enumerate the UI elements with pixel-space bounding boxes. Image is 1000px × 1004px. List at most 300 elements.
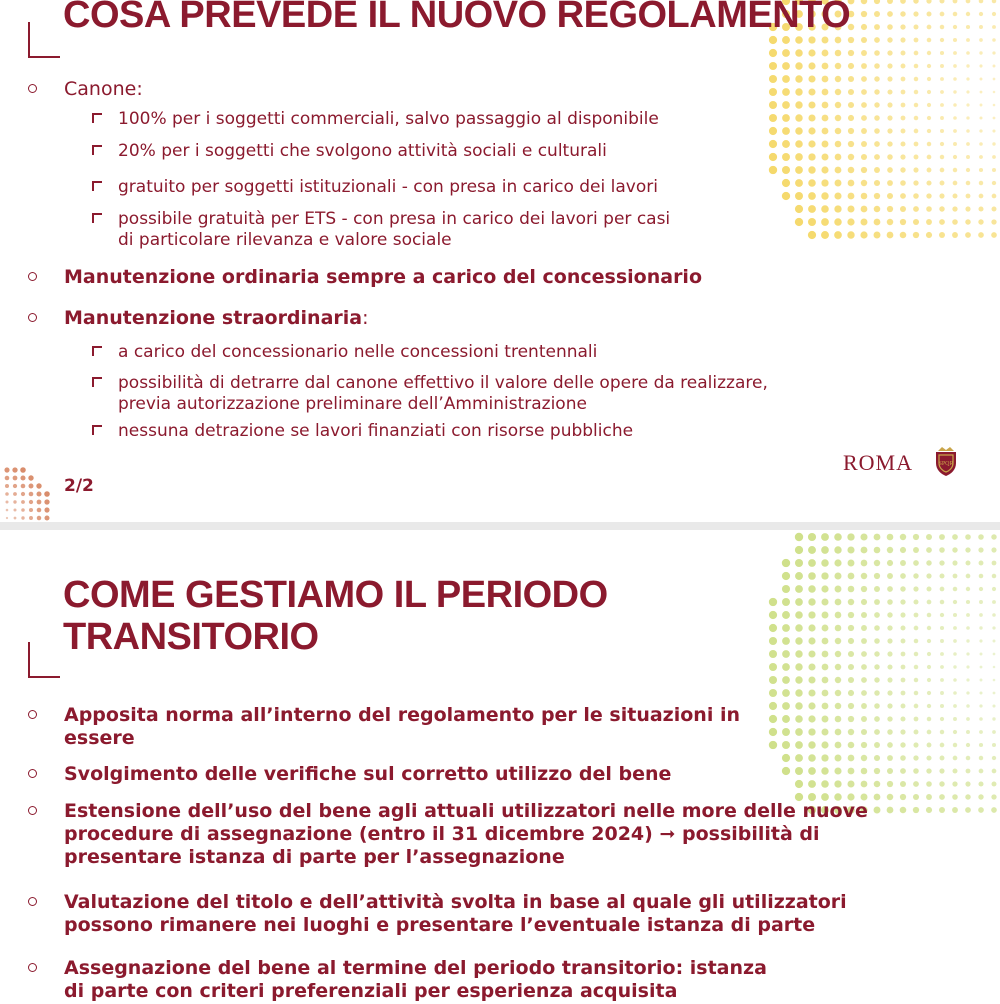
decorative-dot [848,141,854,147]
decorative-dot [927,652,931,656]
decorative-dot [900,794,906,800]
decorative-dot [847,205,854,212]
decorative-dot [808,650,815,657]
decorative-dot [992,155,996,159]
decorative-dot [847,231,854,238]
decorative-dot [808,637,815,644]
decorative-dot [966,574,971,579]
decorative-dot [940,116,944,120]
decorative-dot [914,64,919,69]
decorative-dot [887,742,893,748]
decorative-dot [822,128,829,135]
decorative-dot [848,63,854,69]
decorative-dot [979,600,983,604]
decorative-dot [926,755,931,760]
decorative-dot [808,231,816,239]
decorative-dot [887,0,893,4]
decorative-dot [901,77,906,82]
decorative-dot [848,729,854,735]
decorative-dot [914,155,919,160]
decorative-dot [861,781,868,788]
decorative-dot [900,742,905,747]
decorative-dot [913,206,919,212]
decorative-dot [993,692,996,695]
decorative-dot [795,676,802,683]
decorative-dot [887,63,892,68]
decorative-dot [834,205,841,212]
decorative-dot [782,572,790,580]
roma-logo-text: ROMA [843,450,914,475]
decorative-dot [927,155,932,160]
decorative-dot [939,232,945,238]
bullet-corner-icon [92,145,102,155]
decorative-dot [953,116,957,120]
decorative-dot [953,756,958,761]
decorative-dot [914,678,918,682]
decorative-dot [861,573,867,579]
decorative-dot [993,640,996,643]
decorative-dot [795,624,803,632]
decorative-dot [795,585,803,593]
decorative-dot [914,142,919,147]
decorative-dot [861,768,868,775]
decorative-dot [21,492,25,496]
decorative-dot [900,755,906,761]
decorative-dot [5,476,10,481]
bullet-circle-icon [28,897,37,906]
decorative-dot [953,678,957,682]
decorative-dot [940,129,944,133]
decorative-dot [795,62,802,69]
decorative-dot [861,206,868,213]
decorative-dot [913,573,918,578]
decorative-dot [822,625,829,632]
decorative-dot [992,769,997,774]
decorative-dot [887,534,894,541]
decorative-dot [926,232,932,238]
decorative-dot [861,742,867,748]
decorative-dot [992,574,997,579]
decorative-dot [821,559,828,566]
decorative-dot [29,484,34,489]
decorative-dot [913,794,919,800]
decorative-dot [927,77,931,81]
straordinaria-item: a carico del concessionario nelle concessioni trentennali [118,342,598,362]
decorative-dot [874,768,880,774]
decorative-dot [992,756,996,760]
decorative-dot [874,755,880,761]
decorative-dot [965,781,970,786]
decorative-dot [901,665,906,670]
decorative-dot [900,768,906,774]
decorative-dot [822,50,829,57]
decorative-dot [966,51,970,55]
decorative-dot [966,168,970,172]
decorative-dot [874,232,881,239]
decorative-dot [926,534,932,540]
decorative-dot [952,206,957,211]
decorative-dot [29,492,34,497]
decorative-dot [953,665,956,668]
decorative-dot [913,534,919,540]
decorative-dot [808,218,816,226]
decorative-dot [953,600,957,604]
decorative-dot [6,517,8,519]
decorative-dot [979,756,983,760]
decorative-dot [795,140,803,148]
bullet-circle-icon [28,769,37,778]
decorative-dot [861,0,867,4]
decorative-dot [939,193,944,198]
decorative-dot [940,717,944,721]
decorative-dot [861,76,867,82]
decorative-dot [900,141,905,146]
bullet-corner-icon [92,346,102,356]
decorative-dot [847,546,854,553]
decorative-dot [861,193,868,200]
decorative-dot [966,194,971,199]
decorative-dot [966,38,970,42]
decorative-dot [978,232,984,238]
decorative-dot [795,650,802,657]
decorative-dot [782,728,790,736]
decorative-dot [940,51,944,55]
decorative-dot [900,0,906,4]
decorative-dot [900,586,905,591]
canone-heading: Canone: [64,78,143,100]
decorative-dot [835,638,842,645]
decorative-dot [874,742,880,748]
decorative-dot [900,167,905,172]
decorative-dot [835,599,842,606]
decorative-dot [835,755,842,762]
decorative-dot [874,651,879,656]
decorative-dot [901,90,906,95]
decorative-dot [808,179,816,187]
bullet-corner-icon [92,113,102,123]
decorative-dot [861,599,867,605]
decorative-dot [966,142,970,146]
decorative-dot [795,218,803,226]
decorative-dot [782,62,790,70]
decorative-dot [848,768,855,775]
decorative-dot [900,219,906,225]
decorative-dot [900,807,907,814]
decorative-dot [953,168,957,172]
decorative-dot [992,561,997,566]
decorative-dot [808,754,816,762]
decorative-dot [940,665,944,669]
decorative-dot [992,626,995,629]
decorative-dot [900,729,905,734]
decorative-dot [966,626,970,630]
decorative-dot [992,782,997,787]
decorative-dot [861,612,867,618]
decorative-dot [835,115,841,121]
decorative-dot [795,88,802,95]
decorative-dot [966,678,969,681]
decorative-dot [979,743,983,747]
decorative-dot [782,559,790,567]
decorative-dot [795,546,803,554]
decorative-dot [900,612,905,617]
decorative-dot [940,25,945,30]
decorative-dot [848,193,855,200]
decorative-dot [808,62,815,69]
decorative-dot [5,500,8,503]
decorative-dot [795,663,802,670]
decorative-dot [782,598,790,606]
decorative-dot [769,728,777,736]
decorative-dot [795,702,803,710]
decorative-dot [13,484,17,488]
decorative-dot [979,116,982,119]
decorative-dot [992,129,995,132]
decorative-dot [953,730,957,734]
transitorio-item-continuation: essere [64,727,135,749]
decorative-dot [782,140,790,148]
decorative-dot [848,573,855,580]
decorative-dot [782,101,790,109]
decorative-dot [901,129,906,134]
decorative-dot [782,153,790,161]
decorative-dot [965,534,971,540]
decorative-dot [927,639,931,643]
decorative-dot [913,219,919,225]
decorative-dot [992,51,995,54]
decorative-dot [900,716,905,721]
decorative-dot [992,142,995,145]
decorative-dot [769,702,777,710]
decorative-dot [952,560,957,565]
decorative-dot [808,546,816,554]
decorative-dot [874,638,880,644]
decorative-dot [927,116,931,120]
decorative-dot [993,78,996,81]
decorative-dot [913,11,918,16]
decorative-dot [966,730,970,734]
decorative-dot [874,612,880,618]
decorative-dot [900,24,905,29]
decorative-dot [993,91,996,94]
decorative-dot [808,166,815,173]
decorative-dot [861,50,867,56]
decorative-dot [887,729,893,735]
decorative-dot [769,741,777,749]
decorative-dot [952,794,958,800]
decorative-dot [992,717,995,720]
decorative-dot [993,117,996,120]
decorative-dot [769,88,777,96]
decorative-dot [874,534,881,541]
decorative-dot [769,689,777,697]
decorative-dot [782,715,790,723]
decorative-dot [769,153,777,161]
transitorio-item: Estensione dell’uso del bene agli attuali utilizzatori nelle more delle nuove [64,800,868,822]
decorative-dot [782,702,790,710]
decorative-dot [808,88,815,95]
decorative-dot [782,49,790,57]
decorative-dot [966,704,970,708]
straordinaria-item: possibilità di detrarre dal canone effettivo il valore delle opere da realizzare, [118,373,768,393]
decorative-dot [808,676,815,683]
decorative-dot [835,167,842,174]
decorative-dot [13,508,16,511]
decorative-dot [939,219,945,225]
decorative-dot [927,717,931,721]
decorative-dot [769,75,777,83]
decorative-dot [927,12,932,17]
decorative-dot [927,64,931,68]
bullet-corner-icon [92,181,102,191]
decorative-dot [913,560,919,566]
decorative-dot [887,781,893,787]
decorative-dot [808,572,816,580]
decorative-dot [29,516,33,520]
decorative-dot [913,755,918,760]
decorative-dot [992,704,995,707]
decorative-dot [808,780,816,788]
decorative-dot [874,76,879,81]
decorative-dot [940,587,945,592]
decorative-dot [44,507,49,512]
decorative-dot [835,37,842,44]
decorative-dot [874,625,880,631]
decorative-dot [913,180,918,185]
decorative-dot [822,716,829,723]
decorative-dot [953,64,957,68]
decorative-dot [834,767,841,774]
decorative-dot [848,89,854,95]
decorative-dot [900,154,905,159]
decorative-dot [874,167,880,173]
decorative-dot [861,11,867,17]
decorative-dot [979,155,983,159]
decorative-dot [887,612,892,617]
decorative-dot [822,690,829,697]
decorative-dot [887,677,892,682]
decorative-dot [874,141,880,147]
decorative-dot [769,140,777,148]
straordinaria-item: nessuna detrazione se lavori finanziati con risorse pubbliche [118,421,634,441]
decorative-dot [900,560,906,566]
decorative-dot [821,166,828,173]
decorative-dot [926,560,931,565]
decorative-dot [979,194,984,199]
decorative-dot [887,102,892,107]
decorative-dot [769,663,777,671]
decorative-dot [940,181,945,186]
decorative-dot [808,598,815,605]
decorative-dot [978,206,983,211]
decorative-dot [992,613,996,617]
decorative-dot [927,129,931,133]
decorative-dot [848,742,855,749]
decorative-dot [979,639,982,642]
decorative-dot [966,12,970,16]
decorative-dot [782,88,790,96]
decorative-dot [914,626,919,631]
decorative-dot [874,703,880,709]
decorative-dot [874,729,880,735]
decorative-dot [782,663,790,671]
decorative-dot [887,193,893,199]
decorative-dot [874,0,880,4]
decorative-dot [992,181,996,185]
decorative-dot [913,167,918,172]
decorative-dot [861,703,867,709]
decorative-dot [874,599,880,605]
decorative-dot [900,180,906,186]
decorative-dot [835,180,842,187]
decorative-dot [874,11,880,17]
decorative-dot [913,599,918,604]
decorative-dot [769,101,777,109]
decorative-dot [822,141,829,148]
decorative-dot [900,232,907,239]
bullet-circle-icon [28,272,37,281]
decorative-dot [991,219,996,224]
decorative-dot [926,573,931,578]
decorative-dot [861,63,867,69]
decorative-dot [808,75,815,82]
decorative-dot [848,651,854,657]
decorative-dot [782,127,790,135]
decorative-dot [874,37,880,43]
svg-text:SPQR: SPQR [938,461,954,467]
decorative-dot [861,716,867,722]
decorative-dot [861,755,867,761]
decorative-dot [874,128,880,134]
decorative-dot [993,666,996,669]
decorative-dot [874,807,881,814]
decorative-dot [979,717,983,721]
decorative-dot [953,129,957,133]
decorative-dot [966,600,970,604]
decorative-dot [835,89,841,95]
decorative-dot [940,155,944,159]
decorative-dot [913,193,919,199]
decorative-dot [861,89,867,95]
decorative-dot [874,89,879,94]
decorative-dot [953,155,957,159]
decorative-dot [848,560,855,567]
decorative-dot [861,102,867,108]
decorative-dot [808,624,815,631]
decorative-dot [979,769,984,774]
decorative-dot [848,664,854,670]
decorative-dot [769,650,777,658]
decorative-dot [926,547,932,553]
decorative-dot [939,534,945,540]
decorative-dot [835,141,842,148]
decorative-dot [36,483,41,488]
decorative-dot [808,728,815,735]
decorative-dot [978,534,984,540]
decorative-dot [861,180,867,186]
decorative-dot [782,767,790,775]
decorative-dot [821,153,828,160]
decorative-dot [12,467,17,472]
decorative-dot [795,559,803,567]
decorative-dot [900,599,905,604]
decorative-dot [769,49,777,57]
decorative-dot [980,679,983,682]
decorative-dot [808,192,816,200]
decorative-dot [821,728,828,735]
decorative-dot [848,167,855,174]
decorative-dot [808,114,815,121]
